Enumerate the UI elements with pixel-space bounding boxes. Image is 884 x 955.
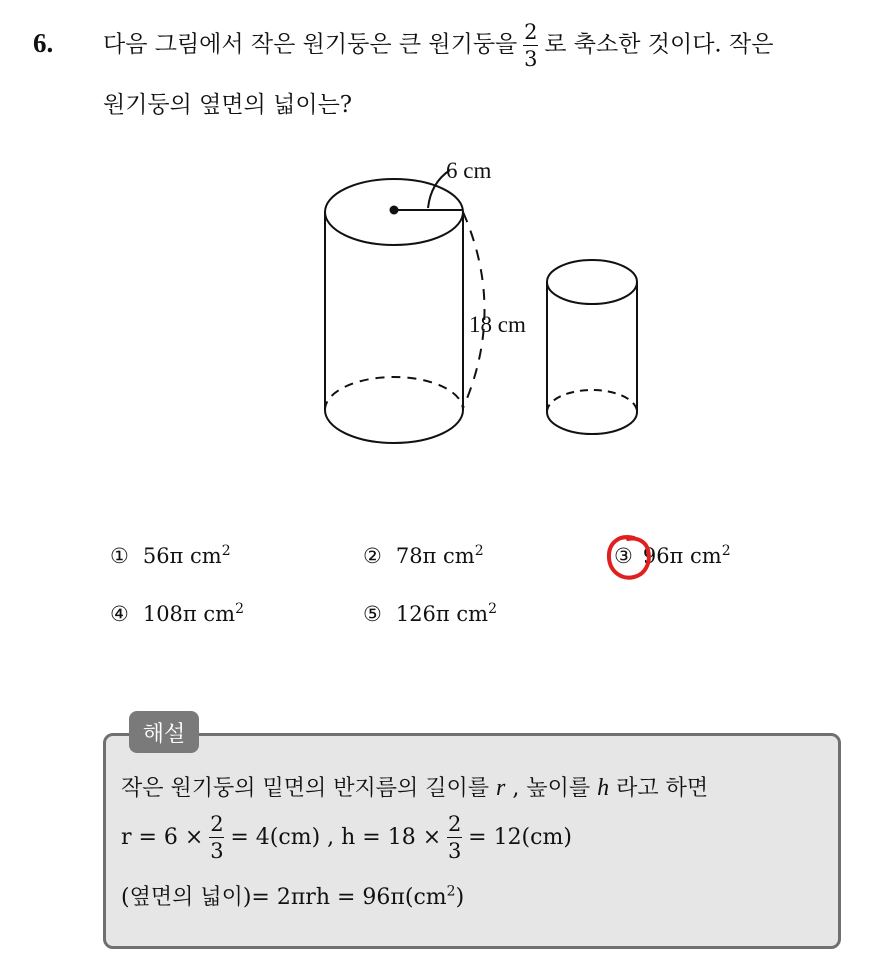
solution-text: ) [455, 885, 465, 910]
fraction-numerator: 2 [210, 812, 224, 836]
choice-value: 96π cm [642, 544, 722, 568]
fraction-denominator: 3 [524, 47, 538, 71]
fraction-numerator: 2 [447, 812, 462, 836]
question-fraction [523, 20, 538, 71]
radius-label: 6 cm [446, 158, 492, 183]
solution-text: r = 6 × [121, 825, 204, 850]
fraction-bar [523, 45, 538, 46]
fraction-denominator: 3 [447, 839, 462, 863]
large-cylinder-bottom-front [325, 410, 463, 443]
choice-value: 78π cm [395, 544, 475, 568]
choice-value: 126π cm [395, 602, 489, 626]
small-cylinder-bottom-front [547, 412, 637, 434]
center-dot [390, 206, 399, 215]
choice-4[interactable] [110, 601, 244, 626]
small-cylinder-top [547, 260, 637, 304]
fraction-denominator: 3 [210, 839, 224, 863]
choice-value: 56π cm [142, 544, 222, 568]
answer-circle-mark [604, 532, 654, 584]
solution-text: (옆면의 넓이)= 2πrh = 96π(cm [121, 885, 447, 910]
choice-exponent: 2 [721, 543, 731, 559]
choice-exponent: 2 [235, 601, 244, 617]
solution-fraction-1 [209, 812, 224, 863]
solution-fraction-2 [447, 812, 462, 863]
solution-text: , 높이를 [512, 776, 591, 801]
question-text-after: 로 축소한 것이다. 작은 [544, 31, 774, 58]
solution-text: 라고 하면 [616, 776, 709, 801]
solution-text: = 4(cm) , h = 18 × [230, 825, 442, 850]
solution-text: = 12(cm) [468, 825, 572, 850]
cylinders-figure [300, 150, 660, 460]
choice-exponent: 2 [474, 543, 484, 559]
variable-r: r [496, 775, 506, 801]
choice-marker: ④ [110, 602, 129, 626]
small-cylinder-bottom-back [547, 390, 637, 412]
choice-marker: ② [363, 544, 382, 568]
choice-2[interactable] [363, 543, 484, 568]
choice-5[interactable] [363, 601, 497, 626]
choice-1[interactable] [110, 543, 231, 568]
height-dashed-arc [463, 212, 485, 408]
solution-line-3 [121, 880, 464, 911]
choice-exponent: 2 [488, 601, 497, 617]
solution-line-2 [121, 812, 572, 863]
choice-marker: ③ [614, 544, 633, 568]
height-label: 18 cm [469, 312, 526, 337]
choice-marker: ⑤ [363, 602, 382, 626]
solution-exponent: 2 [446, 883, 456, 900]
question-number: 6. [33, 28, 54, 58]
choice-exponent: 2 [221, 543, 231, 559]
solution-line-1 [121, 771, 708, 802]
choice-marker: ① [110, 544, 129, 568]
question-line-1 [103, 20, 773, 71]
fraction-bar [447, 837, 462, 838]
solution-text: 작은 원기둥의 밑면의 반지름의 길이를 [121, 776, 490, 801]
large-cylinder-bottom-back [325, 377, 463, 410]
question-text-before: 다음 그림에서 작은 원기둥은 큰 원기둥을 [103, 31, 518, 58]
fraction-bar [209, 837, 224, 838]
question-line-2: 원기둥의 옆면의 넓이는? [103, 92, 353, 118]
choice-value: 108π cm [142, 602, 236, 626]
solution-tag: 해설 [129, 711, 199, 753]
fraction-numerator: 2 [524, 20, 538, 44]
variable-h: h [597, 775, 610, 801]
